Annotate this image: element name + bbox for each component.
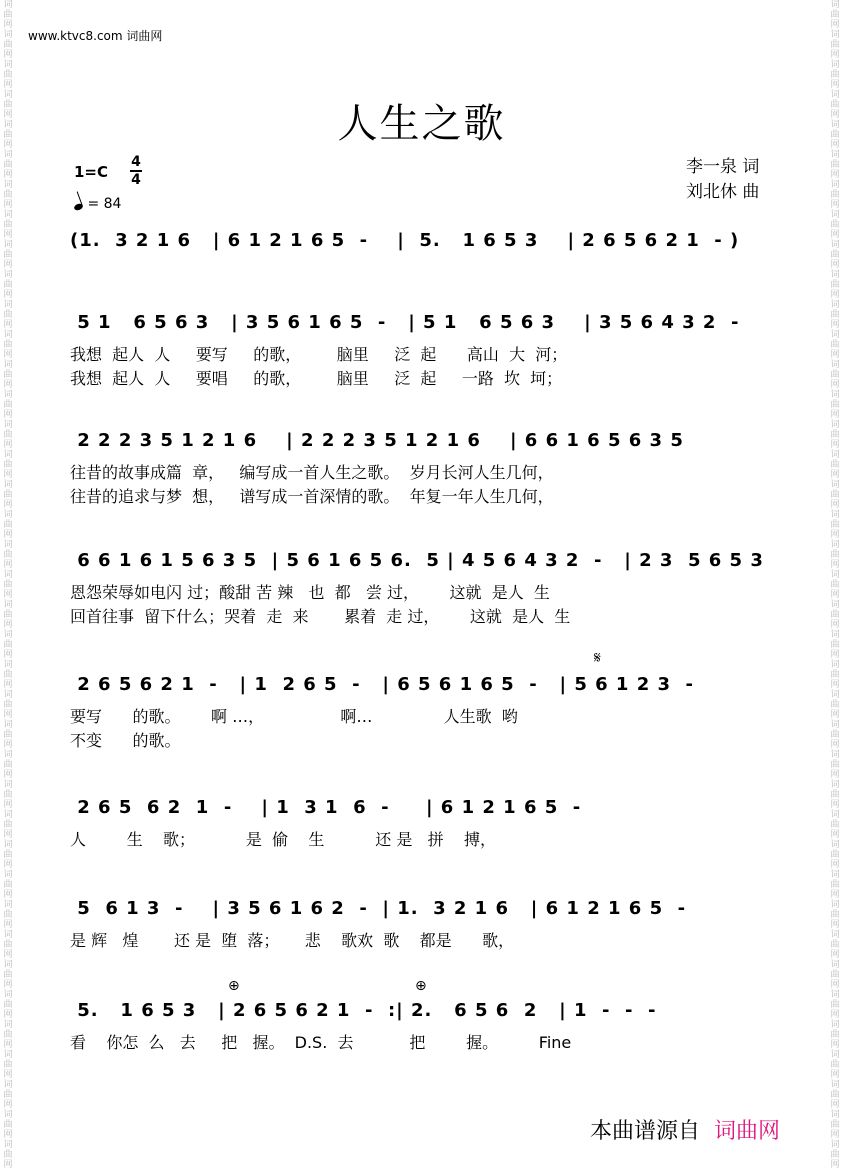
lyric-verse-1: 往昔的故事成篇 章， 编写成一首人生之歌。 岁月长河人生几何， [70, 463, 554, 482]
source-brand-link[interactable]: 词曲网 [714, 1119, 781, 1144]
coda-icon: ⊕ [415, 978, 427, 994]
lyric-verse-1: 看 你怎 么 去 把 握。 D.S. 去 把 握。 Fine [70, 1033, 572, 1052]
meter-top: 4 [131, 154, 141, 170]
notes-line: 6 6 1 6 1 5 6 3 5 | 5 6 1 6 5 6. 5 | 4 5 6 4 3 2 - | 2 3 5 6 5 3 [70, 550, 764, 571]
lyric-verse-2: 我想 起人 人 要唱 的歌， 脑里 泛 起 一路 坎 坷； [70, 369, 563, 388]
composer: 刘北休 曲 [686, 182, 760, 202]
lyric-verse-2: 回首往事 留下什么；哭着 走 来 累着 走 过， 这就 是人 生 [70, 607, 571, 626]
lyricist: 李一泉 词 [686, 157, 760, 177]
score-system-1 [70, 230, 780, 286]
notes-line: 5. 1 6 5 3 | 2 6 5 6 2 1 - :| 2. 6 5 6 2 | 1 - - - [70, 1000, 657, 1021]
quarter-note-icon [73, 203, 84, 212]
lyric-verse-1: 要写 的歌。 啊 …， 啊… 人生歌 哟 [70, 707, 518, 726]
lyric-verse-1: 是 辉 煌 还 是 堕 落； 悲 歌欢 歌 都是 歌， [70, 931, 515, 950]
site-url[interactable]: www.ktvc8.com 词曲网 [28, 29, 163, 43]
score-system-3 [70, 430, 780, 506]
song-title: 人生之歌 [337, 101, 506, 147]
lyric-verse-1: 恩怨荣辱如电闪 过；酸甜 苦 辣 也 都 尝 过， 这就 是人 生 [70, 583, 550, 602]
score-system-5 [70, 648, 780, 750]
segno-icon: 𝄋 [594, 648, 601, 667]
notes-line: 2 6 5 6 2 1 - | 1 2 6 5 - | 6 5 6 1 6 5 - | 5 6 1 2 3 - [70, 674, 695, 695]
footer-source [590, 1114, 780, 1145]
lyric-verse-2: 往昔的追求与梦 想， 谱写成一首深情的歌。 年复一年人生几何， [70, 487, 554, 506]
notes-line: 2 6 5 6 2 1 - | 1 3 1 6 - | 6 1 2 1 6 5 - [70, 797, 582, 818]
source-label: 本曲谱源自 [590, 1119, 701, 1144]
score-system-7 [70, 898, 780, 954]
lyric-verse-1: 我想 起人 人 要写 的歌， 脑里 泛 起 高山 大 河； [70, 345, 568, 364]
score-system-8 [70, 978, 780, 1056]
notes-line: 2 2 2 3 5 1 2 1 6 | 2 2 2 3 5 1 2 1 6 | 6 6 1 6 5 6 3 5 [70, 430, 684, 451]
watermark-right: 词曲网词曲网词曲网词曲网词曲网词曲网词曲网词曲网词曲网词曲网词曲网词曲网词曲网词曲网词曲网词曲网词曲网词曲网词曲网词曲网词曲网词曲网词曲网词曲网词曲网词曲网词曲网词曲网词曲网词曲网词曲网词曲网词曲网词曲网词曲网词曲网词曲网词曲网词曲网 [830, 0, 840, 1170]
lyric-verse-1: 人 生 歌； 是 偷 生 还 是 拼 搏， [70, 830, 496, 849]
time-signature [130, 155, 142, 187]
notes-line: (1. 3 2 1 6 | 6 1 2 1 6 5 - | 5. 1 6 5 3 | 2 6 5 6 2 1 - ) [70, 230, 740, 251]
watermark-left: 词曲网词曲网词曲网词曲网词曲网词曲网词曲网词曲网词曲网词曲网词曲网词曲网词曲网词曲网词曲网词曲网词曲网词曲网词曲网词曲网词曲网词曲网词曲网词曲网词曲网词曲网词曲网词曲网词曲网词曲网词曲网词曲网词曲网词曲网词曲网词曲网词曲网词曲网词曲网 [3, 0, 13, 1170]
credits [686, 155, 759, 205]
notes-line: 5 1 6 5 6 3 | 3 5 6 1 6 5 - | 5 1 6 5 6 3 | 3 5 6 4 3 2 - [70, 312, 740, 333]
score-system-2 [70, 312, 780, 388]
meter-bottom: 4 [131, 172, 141, 188]
score-system-6 [70, 797, 780, 853]
lyric-verse-2: 不变 的歌。 [70, 731, 181, 750]
key-signature: 1=C [74, 163, 109, 181]
tempo-value: = 84 [87, 196, 122, 212]
tempo-marking [74, 196, 121, 212]
coda-icon: ⊕ [228, 978, 240, 994]
score-system-4 [70, 550, 780, 626]
notes-line: 5 6 1 3 - | 3 5 6 1 6 2 - | 1. 3 2 1 6 | 6 1 2 1 6 5 - [70, 898, 687, 919]
